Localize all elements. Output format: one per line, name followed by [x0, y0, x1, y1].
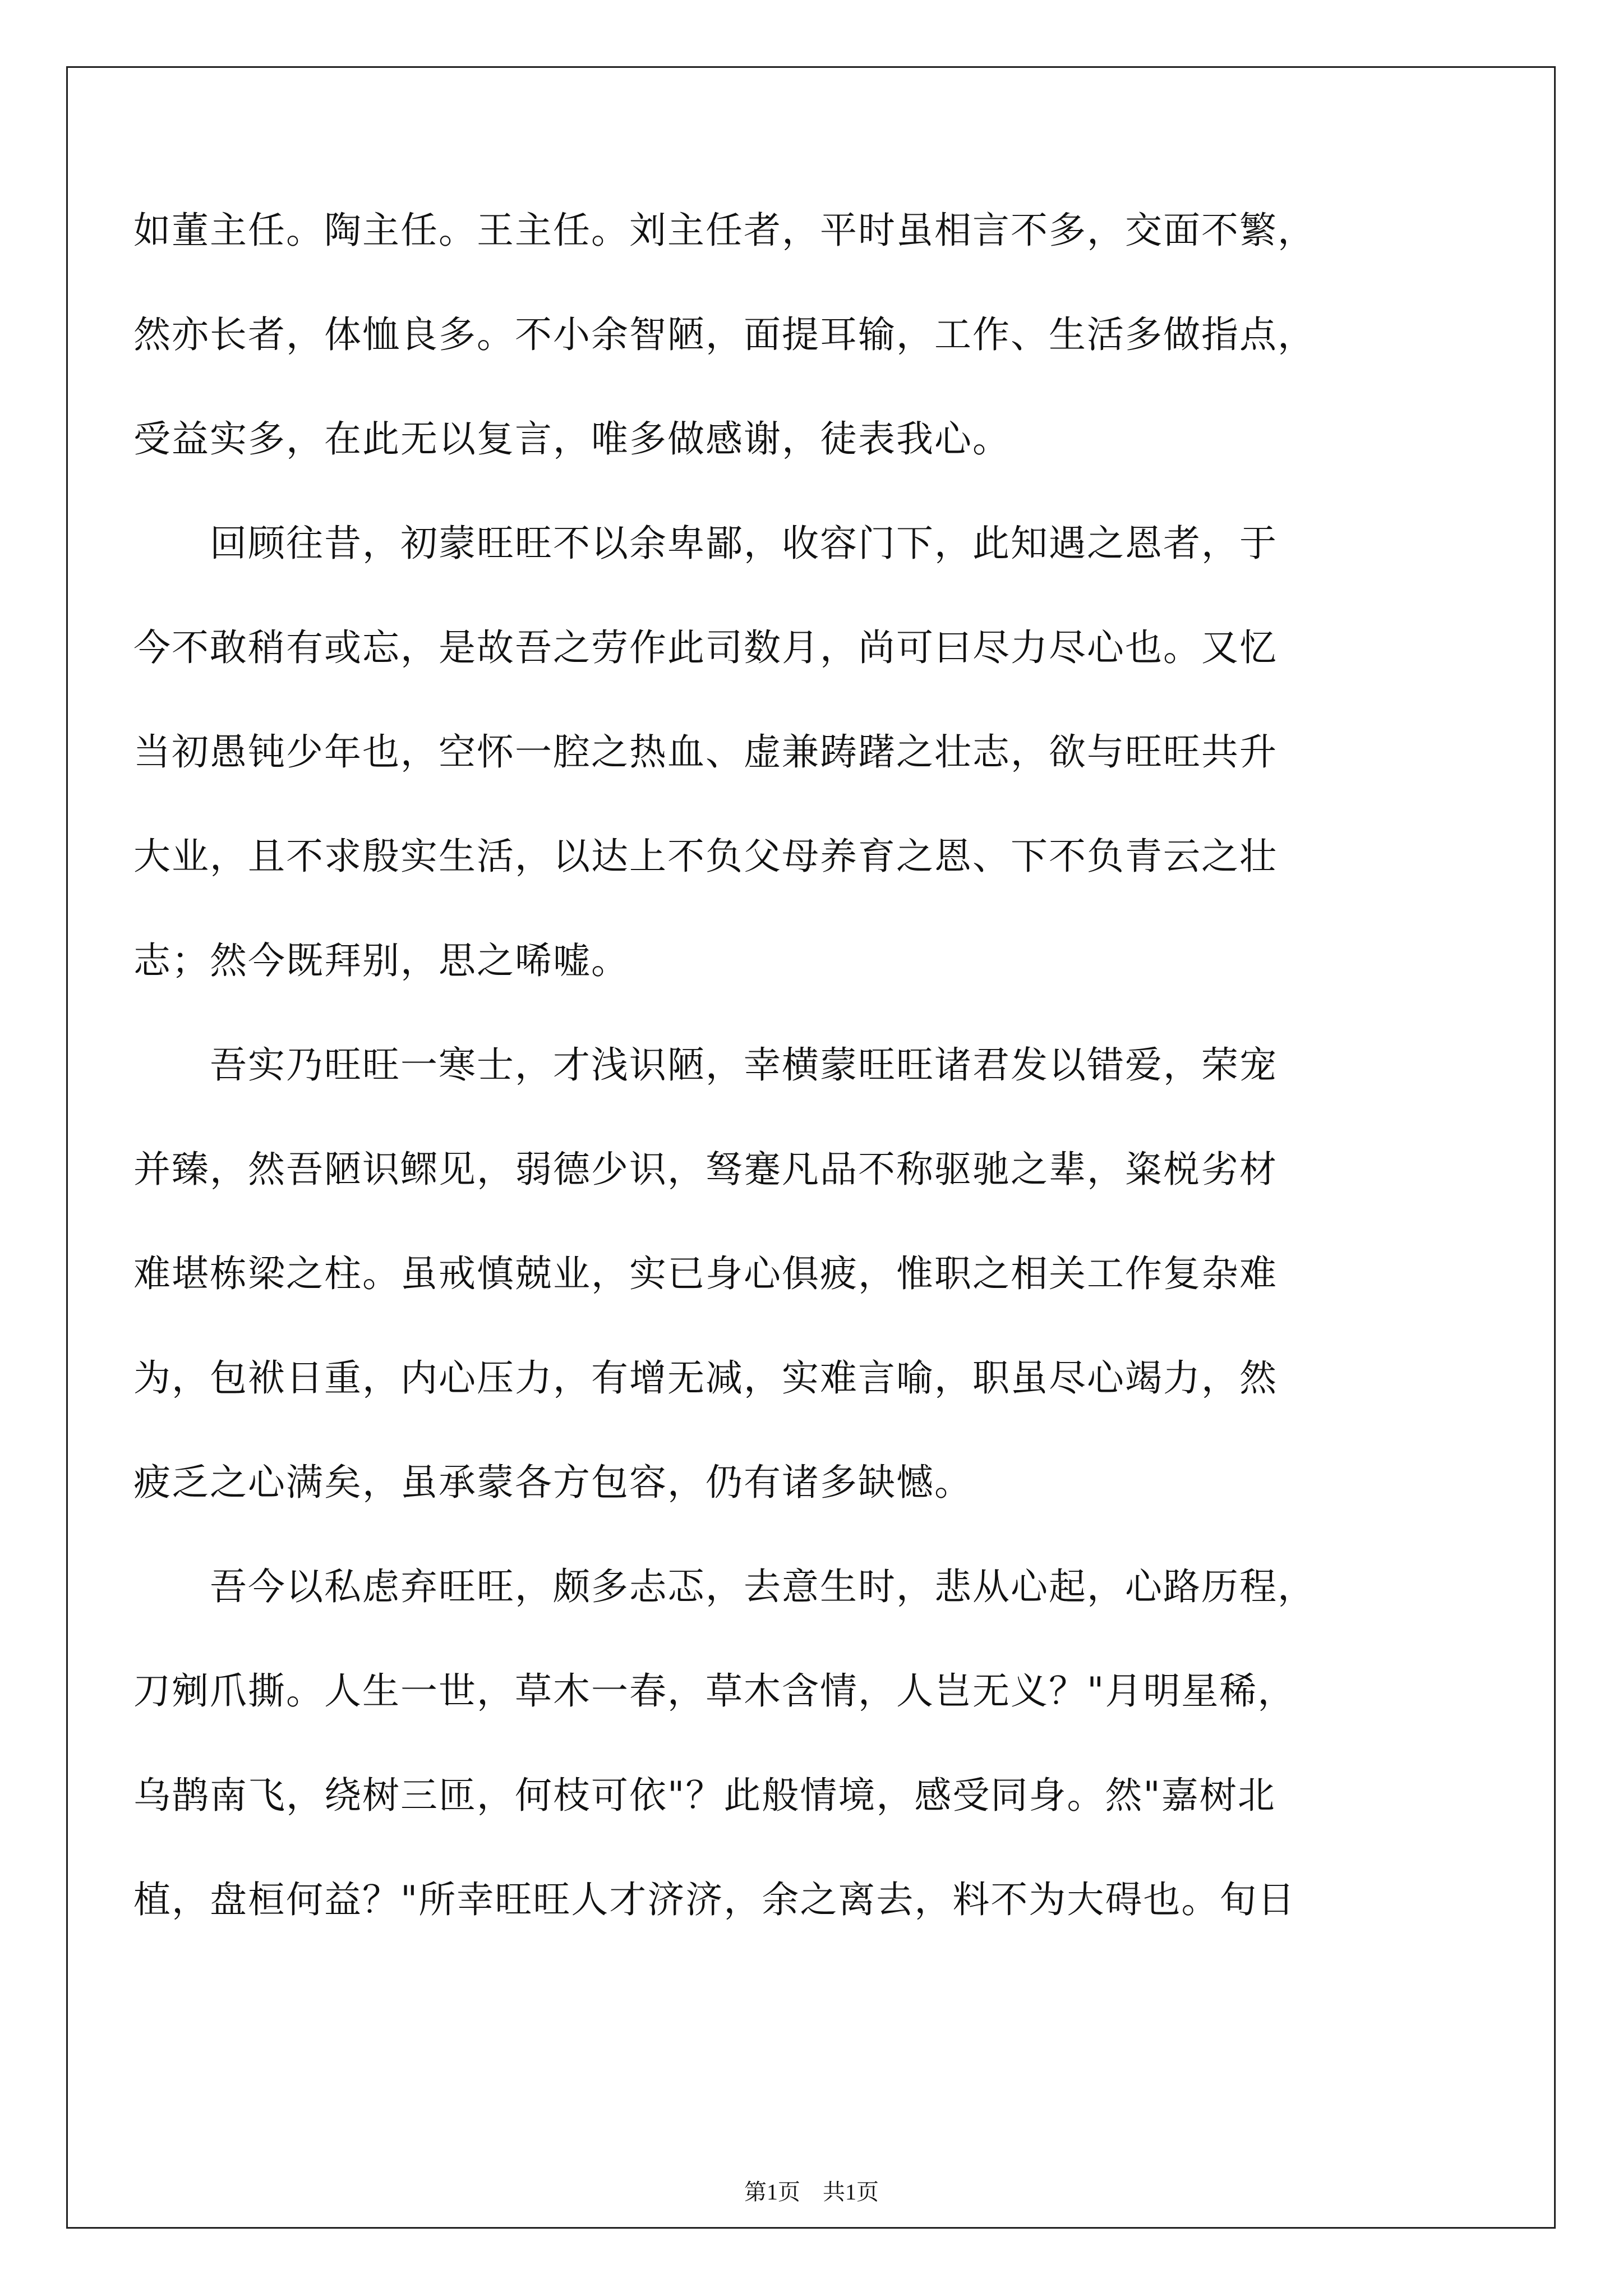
text-line: 植，盘桓何益？"所幸旺旺人才济济，余之离去，料不为大碍也。旬日 [133, 1878, 1296, 1921]
text-line: 今不敢稍有或忘，是故吾之劳作此司数月，尚可曰尽力尽心也。又忆 [133, 626, 1278, 669]
text-line: 刀剜爪撕。人生一世，草木一春，草木含情，人岂无义？"月明星稀， [133, 1669, 1296, 1713]
text-line: 难堪栋梁之柱。虽戒慎兢业，实已身心俱疲，惟职之相关工作复杂难 [133, 1252, 1278, 1295]
text-line: 吾今以私虑弃旺旺，颇多忐忑，去意生时，悲从心起，心路历程， [133, 1565, 1316, 1608]
text-line: 为，包袱日重，内心压力，有增无减，实难言喻，职虽尽心竭力，然 [133, 1356, 1278, 1400]
text-line: 并臻，然吾陋识鳏见，弱德少识，驽蹇凡品不称驱驰之辈，粢棁劣材 [133, 1148, 1278, 1191]
text-line: 疲乏之心满矣，虽承蒙各方包容，仍有诸多缺憾。 [133, 1461, 972, 1504]
text-line: 当初愚钝少年也，空怀一腔之热血、虚兼踌躇之壮志，欲与旺旺共升 [133, 730, 1278, 774]
text-line: 如董主任。陶主任。王主任。刘主任者，平时虽相言不多，交面不繁， [133, 209, 1316, 252]
text-line: 乌鹊南飞，绕树三匝，何枝可依"？此般情境，感受同身。然"嘉树北 [133, 1774, 1276, 1817]
text-line: 回顾往昔，初蒙旺旺不以余卑鄙，收容门下，此知遇之恩者，于 [133, 522, 1278, 565]
text-line: 受益实多，在此无以复言，唯多做感谢，徒表我心。 [133, 417, 1011, 461]
text-line: 志；然今既拜别，思之唏嘘。 [133, 939, 629, 982]
page-number-footer: 第1页 共1页 [744, 2179, 879, 2205]
document-body [133, 178, 1485, 1952]
text-line: 吾实乃旺旺一寒士，才浅识陋，幸横蒙旺旺诸君发以错爱，荣宠 [133, 1043, 1278, 1087]
text-line: 然亦长者，体恤良多。不小余智陋，面提耳输，工作、生活多做指点， [133, 313, 1316, 356]
text-line: 大业，且不求殷实生活，以达上不负父母养育之恩、下不负青云之壮 [133, 835, 1278, 878]
